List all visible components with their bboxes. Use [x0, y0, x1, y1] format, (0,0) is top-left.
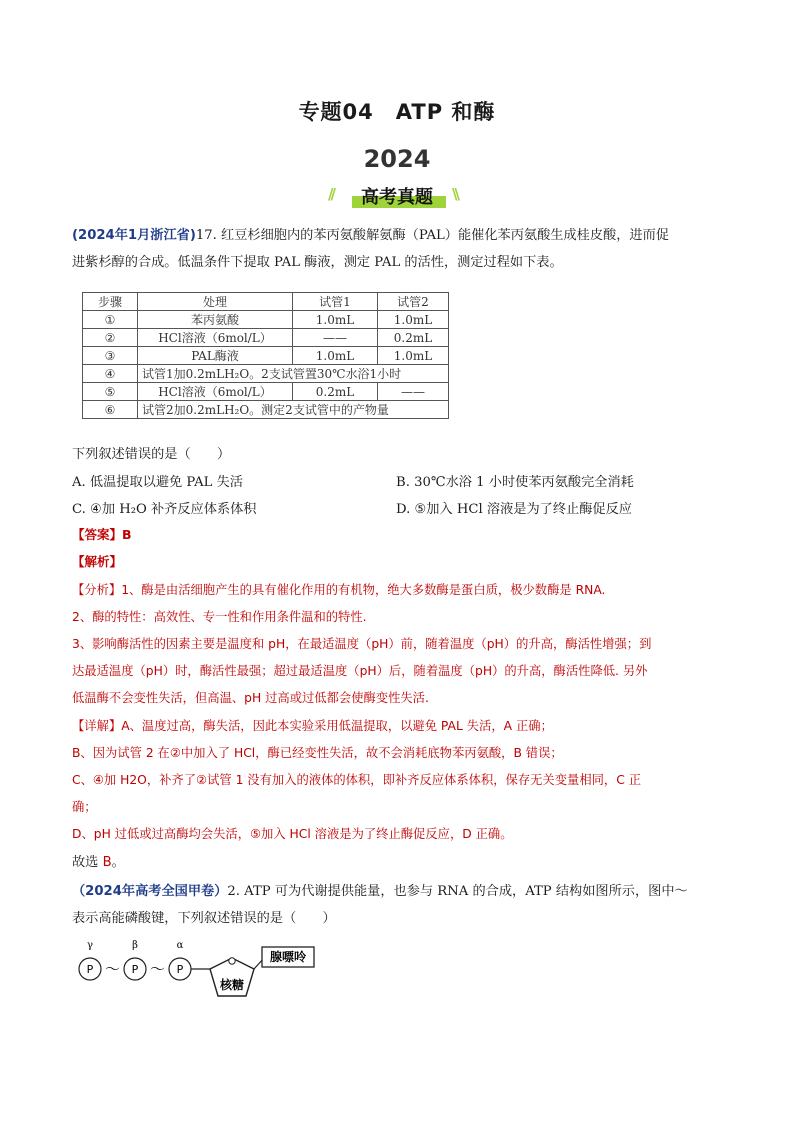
table-cell: ② [83, 329, 138, 347]
analysis-heading: 【解析】 [72, 554, 123, 569]
banner-label: 高考真题 [361, 187, 433, 208]
table-cell: 1.0mL [293, 347, 378, 365]
question-2-stem [72, 878, 724, 932]
question-1-stem-line2: 进紫杉醇的合成。低温条件下提取 PAL 酶液，测定 PAL 的活性，测定过程如下表。 [72, 255, 563, 270]
table-cell: 苯丙氨酸 [138, 311, 293, 329]
table-cell: 试管2加0.2mLH₂O。测定2支试管中的产物量 [138, 401, 449, 419]
analysis-point-3a: 3、影响酶活性的因素主要是温度和 pH，在最适温度（pH）前，随着温度（pH）的升高，酶活性增强；到 [72, 637, 652, 651]
table-cell: ⑤ [83, 383, 138, 401]
analysis-point-3b: 达最适温度（pH）时，酶活性最强；超过最适温度（pH）后，随着温度（pH）的升高，酶活性降低. 另外 [72, 664, 648, 678]
table-row [83, 365, 449, 383]
table-cell: 1.0mL [378, 347, 449, 365]
table-cell: 试管1加0.2mLH₂O。2支试管置30℃水浴1小时 [138, 365, 449, 383]
ribose-label: 核糖 [219, 978, 245, 992]
option-d: D. ⑤加入 HCl 溶液是为了终止酶促反应 [396, 502, 632, 517]
beta-label: β [132, 940, 138, 951]
page-title: 专题04 ATP 和酶 [298, 100, 496, 124]
table-cell: —— [293, 329, 378, 347]
question-1-stem [72, 222, 724, 276]
table-row [83, 347, 449, 365]
detail-a: 【详解】A、温度过高，酶失活，因此本实验采用低温提取，以避免 PAL 失活，A 正确； [72, 719, 553, 733]
analysis-point-1: 【分析】1、酶是由活细胞产生的具有催化作用的有机物，绝大多数酶是蛋白质，极少数酶是 RNA. [72, 583, 606, 597]
table-cell: 1.0mL [378, 311, 449, 329]
table-header-cell: 步骤 [83, 293, 138, 311]
phosphate-gamma-label: P [86, 963, 94, 976]
question-1-source: (2024年1月浙江省) [72, 228, 196, 243]
analysis-point-2: 2、酶的特性：高效性、专一性和作用条件温和的特性. [72, 610, 367, 624]
year-heading: 2024 [363, 145, 431, 173]
table-cell: 0.2mL [378, 329, 449, 347]
table-cell: ① [83, 311, 138, 329]
table-row [83, 311, 449, 329]
question-1-prompt: 下列叙述错误的是（ ） [72, 447, 231, 462]
answer-label: 【答案】B [72, 527, 132, 542]
atp-structure-diagram [70, 936, 330, 1010]
option-c: C. ④加 H₂O 补齐反应体系体积 [72, 502, 257, 517]
table-cell: ③ [83, 347, 138, 365]
detail-c-line1: C、④加 H2O，补齐了②试管 1 没有加入的液体的体积，即补齐反应体系体积，保存无关变量相同，C 正 [72, 773, 642, 787]
banner-decoration-left: // [328, 185, 333, 203]
phosphate-beta-label: P [131, 963, 139, 976]
analysis-point-3c: 低温酶不会变性失活，但高温、pH 过高或过低都会使酶变性失活. [72, 691, 429, 705]
experiment-table [82, 292, 449, 419]
question-1-stem-line1: 17. 红豆杉细胞内的苯丙氨酸解氨酶（PAL）能催化苯丙氨酸生成桂皮酸，进而促 [195, 228, 669, 243]
table-cell: —— [378, 383, 449, 401]
conclusion-prefix: 故选 [72, 855, 103, 870]
table-cell: HCl溶液（6mol/L） [138, 329, 293, 347]
alpha-label: α [176, 940, 184, 951]
table-header-row [83, 293, 449, 311]
high-energy-bond-2: ～ [149, 960, 166, 978]
table-header-cell: 处理 [138, 293, 293, 311]
section-banner [0, 181, 794, 211]
table-row [83, 329, 449, 347]
table-cell: 0.2mL [293, 383, 378, 401]
question-2-source: （2024年高考全国甲卷） [72, 884, 228, 899]
conclusion-suffix: 。 [111, 855, 125, 870]
conclusion [72, 851, 125, 870]
ring-oxygen [229, 958, 235, 964]
option-b: B. 30℃水浴 1 小时使苯丙氨酸完全消耗 [396, 475, 634, 490]
phosphate-alpha-label: P [176, 963, 184, 976]
conclusion-letter: B [102, 855, 112, 870]
adenine-label: 腺嘌呤 [269, 950, 307, 964]
detail-b: B、因为试管 2 在②中加入了 HCl，酶已经变性失活，故不会消耗底物苯丙氨酸，B 错误； [72, 746, 563, 760]
high-energy-bond-1: ～ [104, 960, 121, 978]
table-cell: ⑥ [83, 401, 138, 419]
gamma-label: γ [87, 940, 93, 951]
table-header-cell: 试管2 [378, 293, 449, 311]
question-2-stem-line1: 2. ATP 可为代谢提供能量，也参与 RNA 的合成，ATP 结构如图所示，图中～ [227, 884, 688, 899]
detail-d: D、pH 过低或过高酶均会失活，⑤加入 HCl 溶液是为了终止酶促反应，D 正确。 [72, 827, 513, 841]
banner-box [348, 183, 446, 209]
table-row [83, 401, 449, 419]
option-a: A. 低温提取以避免 PAL 失活 [72, 475, 243, 490]
table-cell: PAL酶液 [138, 347, 293, 365]
table-cell: 1.0mL [293, 311, 378, 329]
table-row [83, 383, 449, 401]
banner-decoration-right: \\ [452, 185, 457, 203]
table-cell: HCl溶液（6mol/L） [138, 383, 293, 401]
table-header-cell: 试管1 [293, 293, 378, 311]
question-2-stem-line2: 表示高能磷酸键，下列叙述错误的是（ ） [72, 911, 336, 926]
table-cell: ④ [83, 365, 138, 383]
detail-c-line2: 确； [72, 800, 97, 814]
